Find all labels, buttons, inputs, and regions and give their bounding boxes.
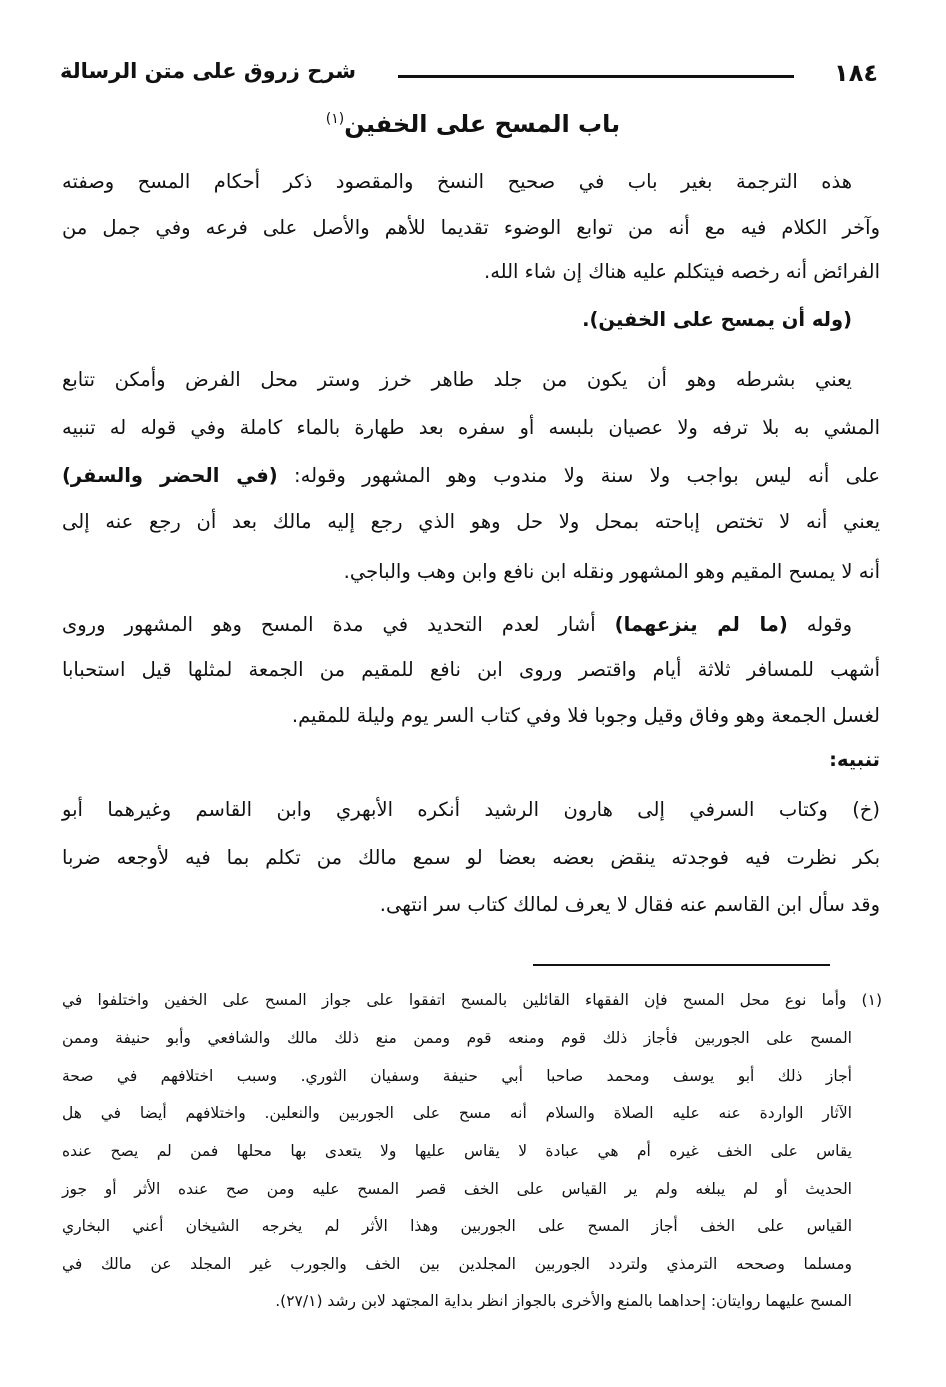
body-line: وقد سأل ابن القاسم عنه فقال لا يعرف لمالك كتاب سر انتهى. bbox=[379, 893, 880, 916]
text: وقوله bbox=[787, 613, 852, 636]
footnote-line: القياس على الخف أجاز المسح على الجوربين وهذا الأثر لم يخرجه الشيخان أعني البخاري bbox=[62, 1217, 852, 1235]
running-title: شرح زروق على متن الرسالة bbox=[60, 59, 357, 83]
footnote-line: أجاز ذلك أبو يوسف ومحمد صاحبا أبي حنيفة وسفيان الثوري. وسبب اختلافهم في صحة bbox=[62, 1067, 852, 1085]
body-line bbox=[62, 610, 852, 640]
page-number: ١٨٤ bbox=[834, 59, 878, 87]
footnote-line: (١) وأما نوع محل المسح فإن الفقهاء القائلين بالمسح اتفقوا على جواز المسح على الخفين واختلفوا في bbox=[62, 991, 882, 1009]
body-line: يعني أنه لا تختص إباحته بمحل ولا حل وهو الذي رجع إليه مالك بعد أن رجع عنه إلى bbox=[62, 510, 880, 533]
footnote-line: المسح عليهما روايتان: إحداهما بالمنع والأخرى بالجواز انظر بداية المجتهد لابن رشد (٢٧/١). bbox=[275, 1292, 852, 1310]
footnote-rule bbox=[533, 964, 830, 966]
text: على أنه ليس بواجب ولا سنة ولا مندوب وهو المشهور وقوله: bbox=[277, 464, 880, 487]
footnote-line: الآثار الواردة عنه عليه الصلاة والسلام أنه مسح على الجوربين والنعلين. واختلافهم أيضا في هل bbox=[62, 1104, 852, 1122]
body-line: أنه لا يمسح المقيم وهو المشهور ونقله ابن نافع وابن وهب والباجي. bbox=[343, 560, 880, 583]
body-line: هذه الترجمة بغير باب في صحيح النسخ والمقصود ذكر أحكام المسح وصفته bbox=[62, 170, 852, 193]
matn-quote: (ما لم ينزعهما) bbox=[614, 613, 788, 636]
body-line: (خ) وكتاب السرفي إلى هارون الرشيد أنكره الأبهري وابن القاسم وغيرهما أبو bbox=[62, 798, 880, 821]
page-header bbox=[60, 55, 884, 95]
footnote-line: الحديث أو لم يبلغه ولم ير القياس على الخف قصر المسح عليه ومن صح عنده الأثر أو جوز bbox=[62, 1180, 852, 1198]
body-line: وآخر الكلام فيه مع أنه من توابع الوضوء تقديما للأهم والأصل على فرعه وفي جمل من bbox=[62, 216, 880, 239]
text: أشار لعدم التحديد في مدة المسح وهو المشهور وروى bbox=[62, 613, 615, 636]
body-line: لغسل الجمعة وهو وفاق وقيل وجوبا فلا وفي كتاب السر يوم وليلة للمقيم. bbox=[291, 704, 880, 727]
matn-quote: (في الحضر والسفر) bbox=[62, 464, 278, 487]
chapter-title bbox=[0, 110, 946, 138]
note-heading: تنبيه: bbox=[829, 748, 880, 771]
footnote-line: المسح على الجوربين فأجاز ذلك قوم ومنعه قوم وممن منع ذلك مالك والشافعي وأبو حنيفة وممن bbox=[62, 1029, 852, 1047]
chapter-title-text: باب المسح على الخفين bbox=[344, 110, 621, 138]
body-line: المشي به بلا ترفه ولا عصيان بلبسه أو سفره بعد طهارة بالماء كاملة وفي قوله له تنبيه bbox=[62, 416, 880, 439]
body-line: بكر نظرت فيه فوجدته ينقض بعضه بعضا لو سمع مالك من تكلم بما فيه لأوجعه ضربا bbox=[62, 846, 880, 869]
body-line: يعني بشرطه وهو أن يكون من جلد طاهر خرز وستر محل الفرض وأمكن تتابع bbox=[62, 368, 852, 391]
body-line bbox=[62, 461, 880, 491]
footnote-line: ومسلما وصححه الترمذي ولتردد الجوربين المجلدين بين الخف والجورب غير المجلد عن مالك في bbox=[62, 1255, 852, 1273]
body-line: أشهب للمسافر ثلاثة أيام واقتصر وروى ابن نافع للمقيم من الجمعة لمثلها قيل استحبابا bbox=[62, 658, 880, 681]
footnote-line: يقاس على الخف غيره أم هي عبادة لا يقاس عليها ولا يتعدى بها محلها فمن لم يصح عنده bbox=[62, 1142, 852, 1160]
body-line: الفرائض أنه رخصه فيتكلم عليه هناك إن شاء الله. bbox=[484, 260, 880, 283]
matn-quote: (وله أن يمسح على الخفين). bbox=[582, 308, 852, 331]
footnote-ref[interactable]: (١) bbox=[325, 111, 345, 127]
header-rule bbox=[398, 75, 794, 78]
